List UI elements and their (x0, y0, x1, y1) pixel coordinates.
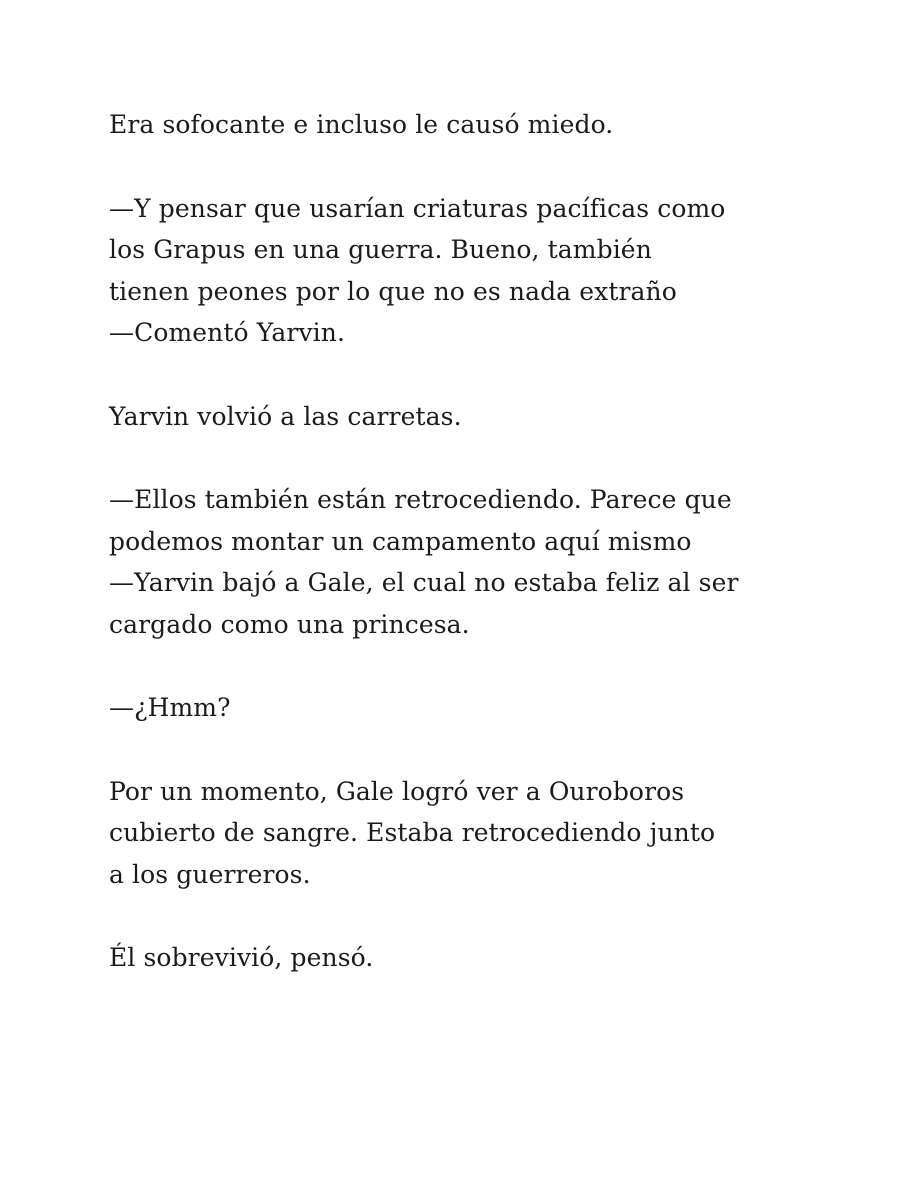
paragraph-7 (109, 937, 809, 979)
text-line: Por un momento, Gale logró ver a Ouroboros (109, 776, 685, 806)
text-line: cargado como una princesa. (109, 609, 470, 639)
text-line: podemos montar un campamento aquí mismo (109, 526, 692, 556)
text-line: —Comentó Yarvin. (109, 318, 346, 347)
text-line: —¿Hmm? (109, 693, 231, 722)
document-page (109, 104, 809, 1021)
paragraph-4 (109, 479, 809, 645)
paragraph-1 (109, 104, 809, 146)
text-line: Él sobrevivió, pensó. (109, 943, 374, 972)
text-line: cubierto de sangre. Estaba retrocediendo junto (109, 818, 716, 847)
text-line: —Ellos también están retrocediendo. Parece que (109, 485, 732, 514)
text-line: a los guerreros. (109, 859, 311, 889)
text-line: —Yarvin bajó a Gale, el cual no estaba feliz al ser (109, 568, 739, 597)
paragraph-3 (109, 396, 809, 438)
text-line: —Y pensar que usarían criaturas pacíficas como (109, 193, 726, 223)
paragraph-6 (109, 771, 809, 896)
paragraph-2 (109, 188, 809, 354)
text-line: Yarvin volvió a las carretas. (109, 401, 462, 431)
paragraph-5 (109, 687, 809, 729)
text-line: Era sofocante e incluso le causó miedo. (109, 110, 614, 139)
text-line: los Grapus en una guerra. Bueno, también (109, 235, 652, 264)
text-line: tienen peones por lo que no es nada extraño (109, 276, 677, 306)
